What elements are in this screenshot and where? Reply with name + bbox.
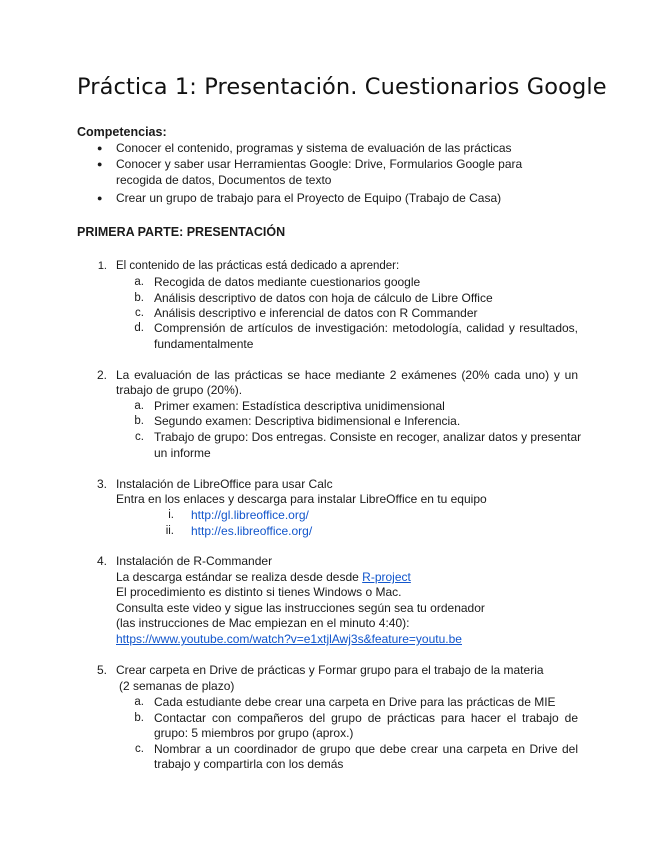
sub-marker: b. [134, 292, 144, 304]
item-text: La evaluación de las prácticas se hace mediante 2 exámenes (20% cada uno) y un [116, 368, 578, 382]
libreoffice-gl-link[interactable]: http://gl.libreoffice.org/ [191, 508, 309, 522]
item-text: Crear carpeta en Drive de prácticas y Formar grupo para el trabajo de la materia [116, 663, 544, 677]
sub-item: Nombrar a un coordinador de grupo que debe crear una carpeta en Drive del [154, 742, 578, 756]
bullet-icon: ● [97, 159, 103, 169]
sub-marker: d. [134, 322, 144, 334]
item-text-line: El procedimiento es distinto si tienes Windows o Mac. [116, 585, 402, 599]
sub-marker: b. [134, 712, 144, 724]
competencia-item: Conocer y saber usar Herramientas Google: Drive, Formularios Google para [116, 157, 523, 171]
r-project-link[interactable]: R-project [362, 570, 411, 584]
sub-item-cont: fundamentalmente [154, 337, 254, 351]
sub-marker: c. [135, 743, 144, 755]
item-text-line: Consulta este video y sigue las instrucciones según sea tu ordenador [116, 601, 485, 615]
item-text-cont: (2 semanas de plazo) [119, 679, 235, 693]
bullet-icon: ● [97, 193, 103, 203]
item-text-cont: Entra en los enlaces y descarga para instalar LibreOffice en tu equipo [116, 492, 487, 506]
item-text-cont: trabajo de grupo (20%). [116, 383, 243, 397]
section-heading: PRIMERA PARTE: PRESENTACIÓN [77, 225, 286, 239]
link-marker: i. [168, 509, 174, 521]
sub-item: Trabajo de grupo: Dos entregas. Consiste en recoger, analizar datos y presentar [154, 430, 582, 444]
sub-marker: a. [134, 400, 144, 412]
competencias-heading: Competencias: [77, 125, 167, 139]
libreoffice-es-link[interactable]: http://es.libreoffice.org/ [191, 524, 313, 538]
item-number: 5. [96, 663, 107, 677]
sub-marker: a. [134, 696, 144, 708]
sub-item: Contactar con compañeros del grupo de prácticas para hacer el trabajo de [154, 711, 578, 725]
competencia-item-cont: recogida de datos, Documentos de texto [116, 173, 332, 187]
item-text: El contenido de las prácticas está dedicado a aprender: [116, 260, 400, 272]
youtube-video-link[interactable]: https://www.youtube.com/watch?v=e1xtjlAwj3s&feature=youtu.be [116, 632, 462, 646]
item-text-line [116, 569, 411, 585]
item-number: 3. [96, 477, 107, 491]
competencia-item: Crear un grupo de trabajo para el Proyecto de Equipo (Trabajo de Casa) [116, 191, 502, 205]
item-number: 1. [97, 260, 107, 272]
sub-item: Análisis descriptivo e inferencial de datos con R Commander [154, 306, 478, 320]
sub-item: Cada estudiante debe crear una carpeta en Drive para las prácticas de MIE [154, 695, 556, 709]
sub-marker: c. [135, 431, 144, 443]
competencia-item: Conocer el contenido, programas y sistema de evaluación de las prácticas [116, 141, 512, 155]
sub-item-cont: grupo: 5 miembros por grupo (aprox.) [154, 726, 354, 740]
item-text-line: (las instrucciones de Mac empiezan en el minuto 4:40): [116, 616, 410, 630]
link-marker: ii. [165, 525, 174, 537]
item-text: Instalación de R-Commander [116, 554, 273, 568]
sub-item: Segundo examen: Descriptiva bidimensional e Inferencia. [154, 414, 461, 428]
sub-item-cont: trabajo y compartirla con los demás [154, 757, 344, 771]
sub-marker: a. [134, 276, 144, 288]
page-title: Práctica 1: Presentación. Cuestionarios Google [77, 74, 607, 100]
sub-item: Comprensión de artículos de investigación: metodología, calidad y resultados, [154, 321, 578, 335]
sub-item-cont: un informe [154, 446, 211, 460]
item-number: 2. [96, 368, 107, 382]
item-text: Instalación de LibreOffice para usar Calc [116, 477, 333, 491]
sub-item: Primer examen: Estadística descriptiva unidimensional [154, 399, 445, 413]
sub-marker: b. [134, 415, 144, 427]
sub-marker: c. [135, 307, 144, 319]
item-number: 4. [96, 554, 107, 568]
item-text-prefix: La descarga estándar se realiza desde desde [116, 570, 363, 584]
bullet-icon: ● [97, 143, 103, 153]
sub-item: Recogida de datos mediante cuestionarios google [154, 275, 421, 289]
sub-item: Análisis descriptivo de datos con hoja de cálculo de Libre Office [154, 291, 493, 305]
